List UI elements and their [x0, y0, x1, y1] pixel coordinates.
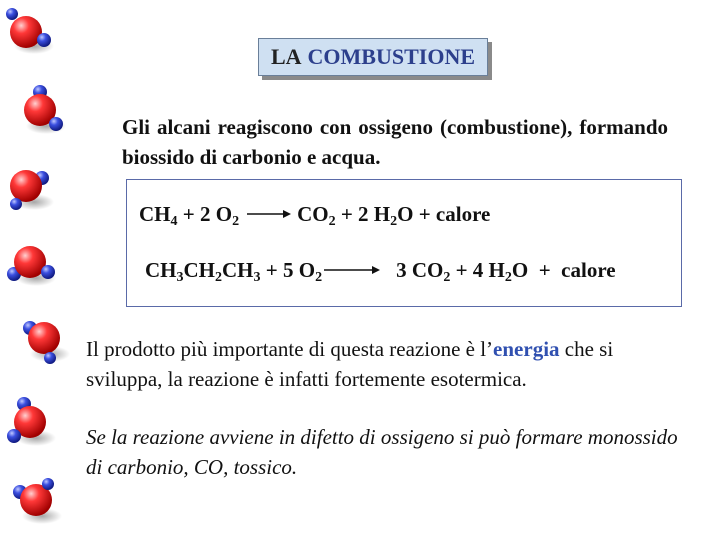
water-molecule-icon	[24, 85, 66, 134]
formula-subscript: 2	[232, 214, 240, 229]
formula-subscript: 3	[176, 270, 184, 285]
title-main: COMBUSTIONE	[307, 44, 476, 69]
water-molecule-icon	[13, 478, 62, 524]
slide-title	[258, 38, 488, 76]
energy-highlight: energia	[493, 337, 560, 361]
carbon-monoxide-note: Se la reazione avviene in difetto di ossigeno si può formare monossido di carbonio, CO, tossico.	[86, 425, 678, 479]
formula-subscript: 2	[215, 270, 222, 285]
formula-text: + 5 O	[260, 258, 316, 282]
formula-subscript: 3	[253, 270, 261, 285]
equation-products	[396, 258, 616, 283]
equations-box	[126, 179, 682, 307]
formula-text: + 2 H	[335, 202, 391, 226]
equation-products	[297, 202, 490, 227]
formula-text: O + calore	[511, 258, 616, 282]
formula-subscript: 2	[390, 214, 398, 229]
energy-text-after: che si sviluppa, la reazione è infatti fortemente esotermica.	[86, 337, 614, 391]
formula-subscript: 2	[328, 214, 336, 229]
equation-reactants	[145, 258, 322, 283]
water-molecule-icon	[10, 170, 54, 210]
energy-paragraph	[86, 334, 686, 394]
reaction-arrow-icon	[247, 208, 291, 220]
energy-text-before: Il prodotto più importante di questa reazione è l’	[86, 337, 494, 361]
water-molecule-icon	[7, 397, 56, 446]
methane-combustion-equation	[139, 202, 490, 227]
title-prefix: LA	[270, 44, 302, 69]
formula-text: CH	[139, 202, 171, 226]
formula-subscript: 2	[443, 270, 451, 285]
formula-text: + 2 O	[177, 202, 233, 226]
molecule-decoration-column	[0, 0, 80, 540]
formula-text: CH	[183, 258, 215, 282]
propane-combustion-equation	[145, 258, 616, 283]
formula-text: CH	[222, 258, 254, 282]
formula-subscript: 2	[504, 270, 512, 285]
formula-text: CH	[145, 258, 177, 282]
reaction-arrow-icon	[324, 264, 380, 276]
water-molecule-icon	[6, 8, 54, 54]
formula-subscript: 2	[315, 270, 323, 285]
formula-subscript: 4	[170, 214, 178, 229]
water-molecule-icon	[23, 321, 70, 364]
intro-text: Gli alcani reagiscono con ossigeno (combustione), formando biossido di carbonio e acqua.	[122, 115, 668, 169]
formula-text: CO	[297, 202, 329, 226]
formula-text: + 4 H	[450, 258, 505, 282]
formula-text: 3 CO	[396, 258, 444, 282]
water-molecule-icon	[7, 246, 56, 286]
equation-reactants	[139, 202, 239, 227]
formula-text: O + calore	[397, 202, 491, 226]
